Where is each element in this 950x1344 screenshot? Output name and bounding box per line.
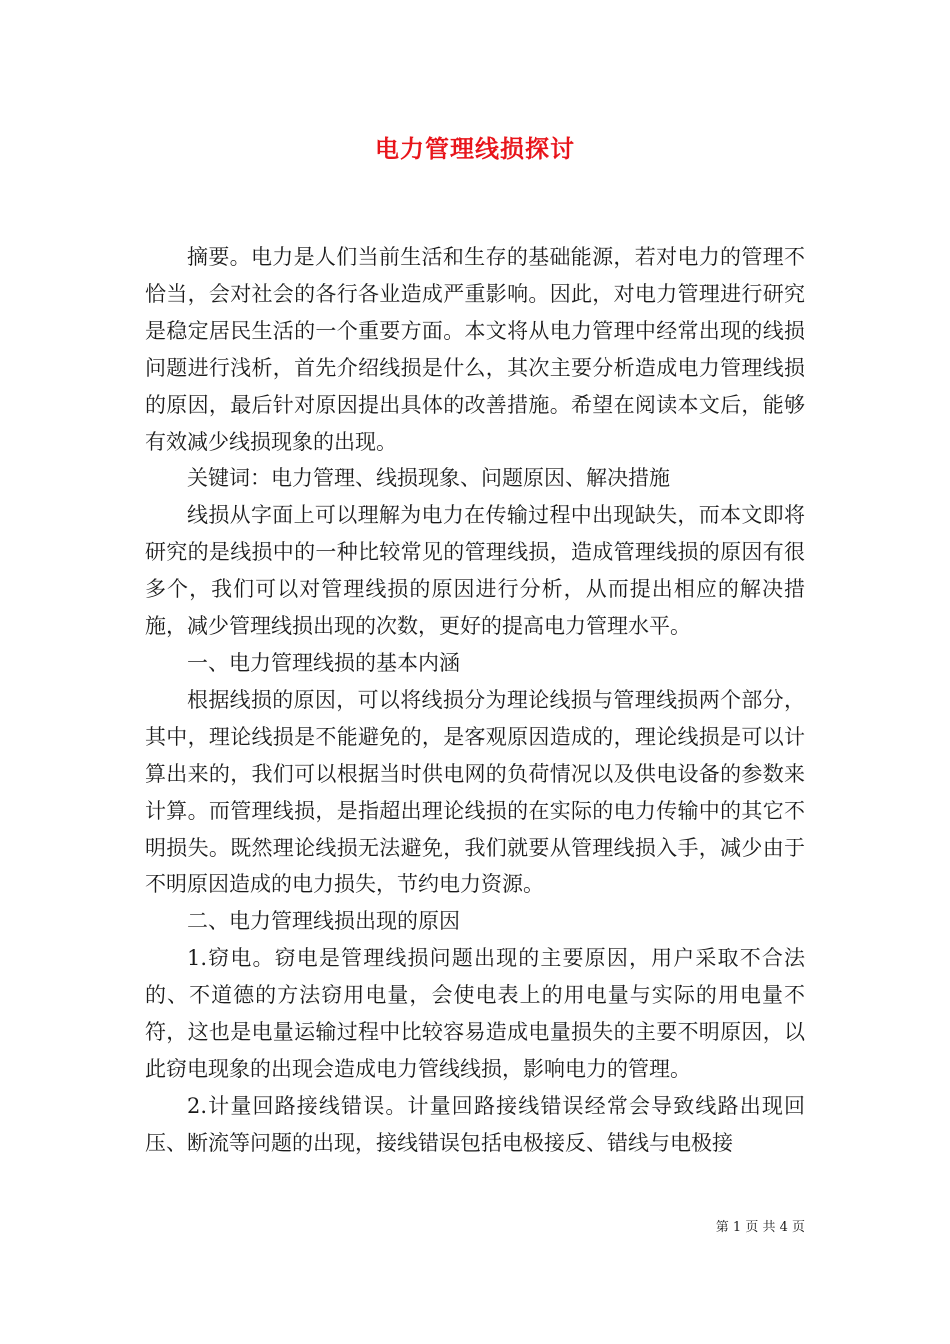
document-title: 电力管理线损探讨 — [375, 134, 575, 163]
section-1-paragraph: 根据线损的原因，可以将线损分为理论线损与管理线损两个部分，其中，理论线损是不能避免的，是客观原因造成的，理论线损是可以计算出来的，我们可以根据当时供电网的负荷情况以及供电设备的参数来计算。而管理线损，是指超出理论线损的在实际的电力传输中的其它不明损失。既然理论线损无法避免，我们就要从管理线损入手，减少由于不明原因造成的电力损失，节约电力资源。 — [145, 687, 805, 897]
section-heading-1: 一、电力管理线损的基本内涵 — [187, 650, 460, 675]
section-2-item-2: 2.计量回路接线错误。计量回路接线错误经常会导致线路出现回压、断流等问题的出现，接线错误包括电极接反、错线与电极接 — [145, 1093, 805, 1155]
section-heading-2: 二、电力管理线损出现的原因 — [187, 909, 460, 934]
keywords-line: 关键词：电力管理、线损现象、问题原因、解决措施 — [187, 466, 670, 491]
intro-paragraph: 线损从字面上可以理解为电力在传输过程中出现缺失，而本文即将研究的是线损中的一种比较常见的管理线损，造成管理线损的原因有很多个，我们可以对管理线损的原因进行分析，从而提出相应的解决措施，减少管理线损出现的次数，更好的提高电力管理水平。 — [145, 503, 805, 639]
page-number-footer: 第 1 页 共 4 页 — [715, 1220, 805, 1235]
abstract-paragraph: 摘要。电力是人们当前生活和生存的基础能源，若对电力的管理不恰当，会对社会的各行各业造成严重影响。因此，对电力管理进行研究是稳定居民生活的一个重要方面。本文将从电力管理中经常出现的线损问题进行浅析，首先介绍线损是什么，其次主要分析造成电力管理线损的原因，最后针对原因提出具体的改善措施。希望在阅读本文后，能够有效减少线损现象的出现。 — [145, 245, 805, 454]
section-2-item-1: 1.窃电。窃电是管理线损问题出现的主要原因，用户采取不合法的、不道德的方法窃用电量，会使电表上的用电量与实际的用电量不符，这也是电量运输过程中比较容易造成电量损失的主要不明原因，以此窃电现象的出现会造成电力管线线损，影响电力的管理。 — [145, 946, 805, 1081]
document-body — [145, 239, 805, 1162]
